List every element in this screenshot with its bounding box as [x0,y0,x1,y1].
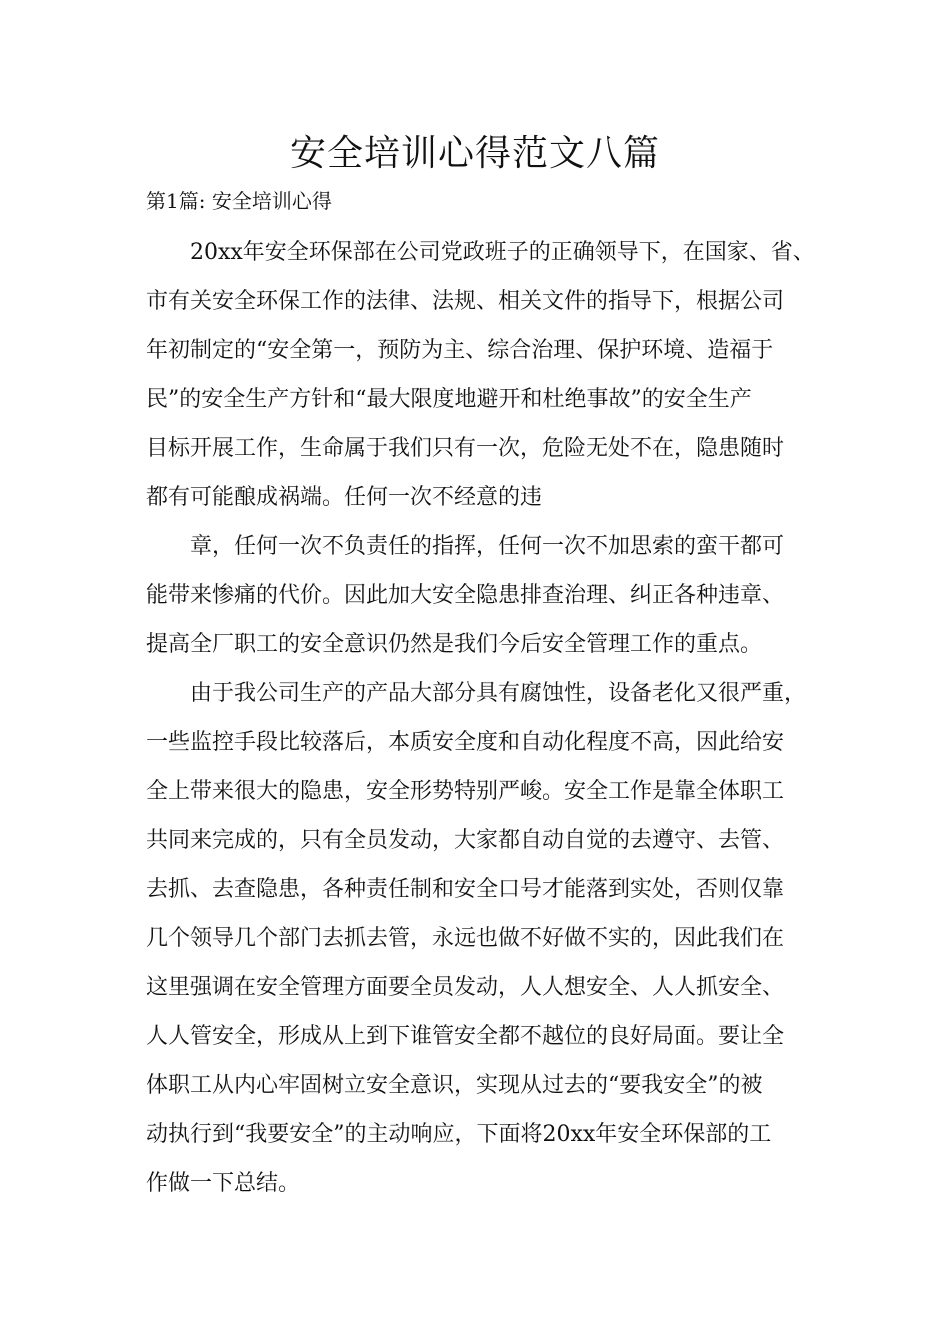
paragraph-line: 目标开展工作，生命属于我们只有一次，危险无处不在，隐患随时 [146,436,785,461]
document-title: 安全培训心得范文八篇 [289,133,660,174]
paragraph-line: 由于我公司生产的产品大部分具有腐蚀性，设备老化又很严重， [190,681,807,706]
paragraph-line: 章，任何一次不负责任的指挥，任何一次不加思索的蛮干都可 [190,534,785,559]
paragraph-line: 20xx年安全环保部在公司党政班子的正确领导下，在国家、省、 [190,240,815,265]
paragraph-line: 都有可能酿成祸端。任何一次不经意的违 [146,485,543,510]
paragraph-line: 一些监控手段比较落后，本质安全度和自动化程度不高，因此给安 [146,730,785,755]
paragraph-line: 几个领导几个部门去抓去管，永远也做不好做不实的，因此我们在 [146,926,785,951]
paragraph-line: 去抓、去查隐患，各种责任制和安全口号才能落到实处，否则仅靠 [146,877,785,902]
section-heading: 第1篇: 安全培训心得 [146,189,332,213]
paragraph-line: 体职工从内心牢固树立安全意识，实现从过去的“要我安全”的被 [146,1073,763,1098]
paragraph-line: 市有关安全环保工作的法律、法规、相关文件的指导下，根据公司 [146,289,785,314]
paragraph-line: 提高全厂职工的安全意识仍然是我们今后安全管理工作的重点。 [146,632,763,657]
paragraph-line: 全上带来很大的隐患，安全形势特别严峻。安全工作是靠全体职工 [146,779,785,804]
paragraph-3 [146,669,836,1208]
paragraph-line: 能带来惨痛的代价。因此加大安全隐患排查治理、纠正各种违章、 [146,583,785,608]
paragraph-line: 人人管安全，形成从上到下谁管安全都不越位的良好局面。要让全 [146,1024,785,1049]
paragraph-line: 民”的安全生产方针和“最大限度地避开和杜绝事故”的安全生产 [146,387,752,412]
paragraph-line: 年初制定的“安全第一，预防为主、综合治理、保护环境、造福于 [146,338,774,363]
paragraph-line: 作做一下总结。 [146,1171,301,1196]
paragraph-line: 这里强调在安全管理方面要全员发动，人人想安全、人人抓安全、 [146,975,785,1000]
paragraph-line: 共同来完成的，只有全员发动，大家都自动自觉的去遵守、去管、 [146,828,785,853]
paragraph-1 [146,228,836,522]
document-body [146,228,836,1208]
paragraph-2 [146,522,836,669]
paragraph-line: 动执行到“我要安全”的主动响应，下面将20xx年安全环保部的工 [146,1122,772,1147]
